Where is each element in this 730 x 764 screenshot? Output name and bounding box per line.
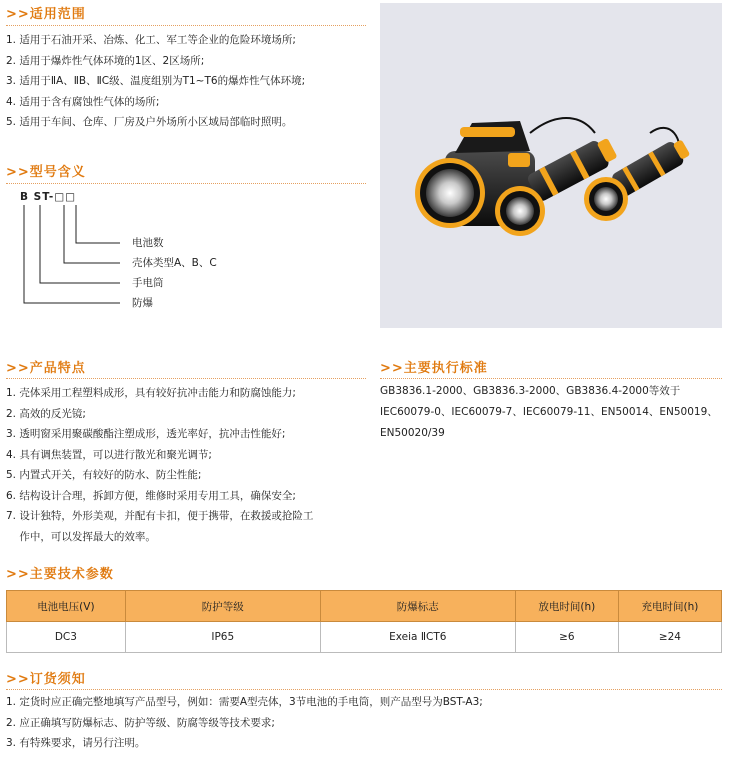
- product-photo: [380, 3, 722, 328]
- model-code: B ST-□□: [20, 191, 77, 203]
- model-label-battery: 电池数: [132, 237, 164, 249]
- cell-protection: IP65: [125, 622, 320, 653]
- list-item: 1. 定货时应正确完整地填写产品型号，例如：需要A型壳体，3节电池的手电筒，则产品型号为BST-A3;: [6, 696, 483, 708]
- model-divider: [6, 183, 366, 184]
- list-item: 4. 适用于含有腐蚀性气体的场所;: [6, 95, 160, 108]
- model-label-housing: 壳体类型A、B、C: [132, 257, 217, 269]
- list-item: 5. 适用于车间、仓库、厂房及户外场所小区域局部临时照明。: [6, 116, 293, 128]
- ordering-list: [6, 692, 483, 754]
- standards-text: GB3836.1-2000、GB3836.3-2000、GB3836.4-2000等效于IEC60079-0、IEC60079-7、IEC60079-11、EN50014、EN50019、EN50020/39: [380, 385, 718, 439]
- params-title: >>主要技术参数: [6, 567, 114, 582]
- params-table: [6, 590, 722, 653]
- list-item: 1. 适用于石油开采、冶炼、化工、军工等企业的危险环境场所;: [6, 34, 296, 46]
- list-item: 5. 内置式开关，有较好的防水、防尘性能;: [6, 469, 202, 481]
- list-item: 作中，可以发挥最大的效率。: [6, 530, 156, 543]
- features-title: >>产品特点: [6, 361, 86, 376]
- list-item: 4. 具有调焦装置，可以进行散光和聚光调节;: [6, 448, 212, 461]
- cell-explosion-mark: Exeia ⅡCT6: [320, 622, 515, 653]
- header-protection: 防护等级: [125, 591, 320, 622]
- list-item: 7. 设计独特，外形美观，并配有卡扣，便于携带，在救援或抢险工: [6, 510, 314, 522]
- scope-title: >>适用范围: [6, 7, 86, 22]
- ordering-title: >>订货须知: [6, 672, 86, 687]
- list-item: 2. 适用于爆炸性气体环境的1区、2区场所;: [6, 54, 205, 67]
- header-explosion-mark: 防爆标志: [320, 591, 515, 622]
- standards-divider: [380, 378, 722, 379]
- model-title: >>型号含义: [6, 165, 86, 180]
- list-item: 3. 适用于ⅡA、ⅡB、ⅡC级、温度组别为T1~T6的爆炸性气体环境;: [6, 75, 306, 87]
- model-label-explosion-proof: 防爆: [132, 297, 153, 309]
- standards-title: >>主要执行标准: [380, 361, 488, 376]
- scope-list: [6, 30, 305, 133]
- list-item: 2. 高效的反光镜;: [6, 407, 86, 420]
- cell-voltage: DC3: [7, 622, 126, 653]
- cell-discharge-time: ≥6: [515, 622, 618, 653]
- header-voltage: 电池电压(V): [7, 591, 126, 622]
- list-item: 2. 应正确填写防爆标志、防护等级、防腐等级等技术要求;: [6, 716, 275, 729]
- header-charge-time: 充电时间(h): [618, 591, 721, 622]
- scope-divider: [6, 25, 366, 26]
- list-item: 3. 有特殊要求，请另行注明。: [6, 737, 146, 749]
- table-row: [7, 622, 722, 653]
- cell-charge-time: ≥24: [618, 622, 721, 653]
- features-list: [6, 383, 313, 547]
- list-item: 3. 透明窗采用聚碳酸酯注塑成形，透光率好，抗冲击性能好;: [6, 428, 286, 440]
- model-connector-lines: [20, 203, 150, 323]
- table-header-row: [7, 591, 722, 622]
- list-item: 6. 结构设计合理，拆卸方便，维修时采用专用工具，确保安全;: [6, 489, 296, 502]
- flashlights-icon: [380, 3, 722, 328]
- ordering-divider: [6, 689, 722, 690]
- list-item: 1. 壳体采用工程塑料成形，具有较好抗冲击能力和防腐蚀能力;: [6, 387, 296, 399]
- header-discharge-time: 放电时间(h): [515, 591, 618, 622]
- model-label-flashlight: 手电筒: [132, 277, 164, 289]
- features-divider: [6, 378, 366, 379]
